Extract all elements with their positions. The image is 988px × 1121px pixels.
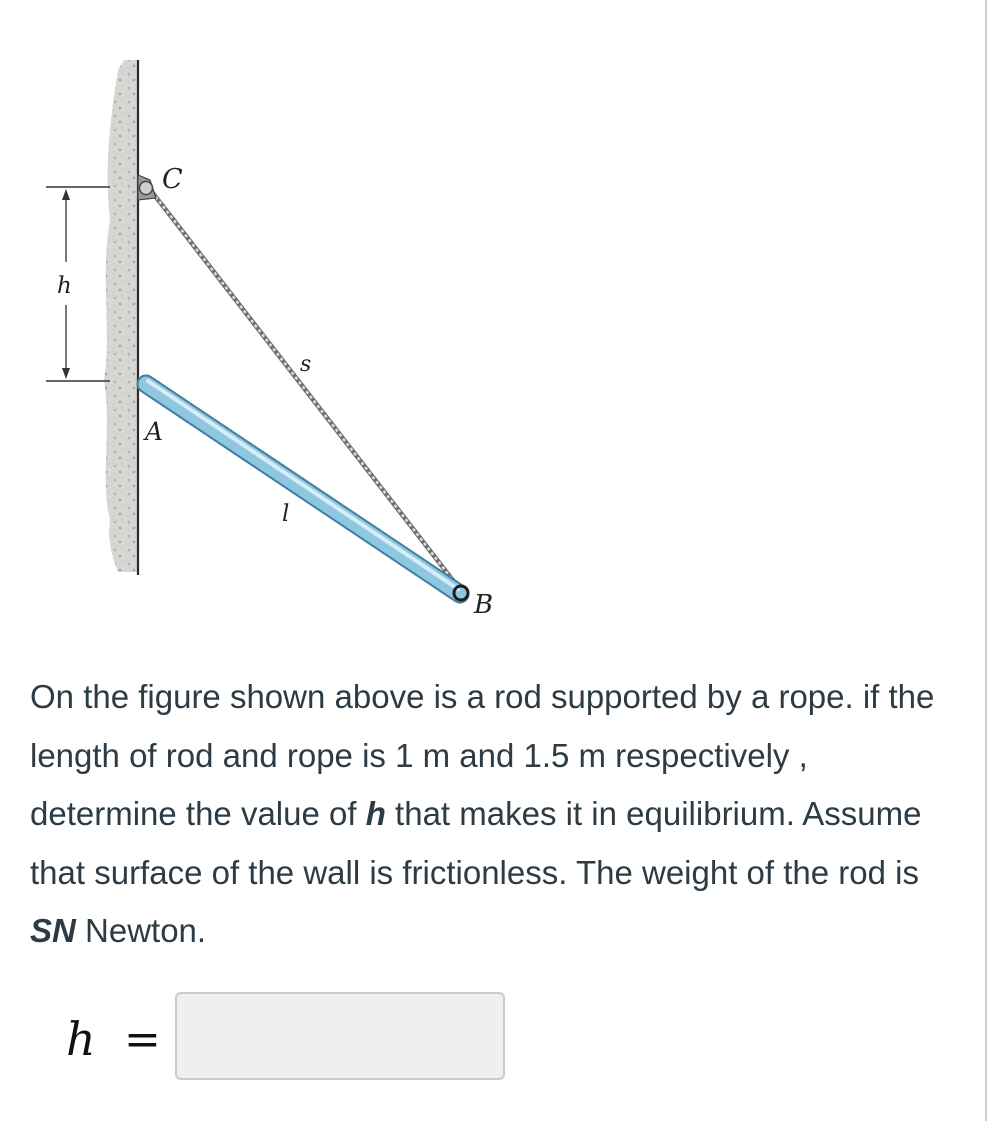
h-arrow-down-icon [62, 368, 70, 379]
answer-variable: h [66, 1012, 96, 1066]
label-l: l [282, 501, 290, 527]
question-bold-sn: SN [30, 912, 76, 949]
statics-figure [0, 0, 560, 640]
label-c: C [162, 164, 183, 195]
label-b: B [474, 590, 494, 620]
right-border [985, 0, 987, 1121]
label-s: s [300, 352, 312, 377]
answer-equals-sign: = [124, 1014, 161, 1065]
question-text-part-3: Newton. [75, 912, 207, 949]
rod-highlight [148, 381, 458, 589]
pulley-c-icon [140, 182, 153, 195]
question-bold-h: h [365, 795, 386, 832]
answer-row [0, 990, 988, 1085]
question-text [30, 668, 960, 961]
label-a: A [145, 417, 164, 446]
question-text-part-2: that makes it in equilibrium. Assume that surface of the wall is frictionless. The weight of the rod is [30, 795, 922, 891]
h-answer-input[interactable] [175, 992, 505, 1080]
rod-l [146, 384, 460, 594]
wall-surface [104, 60, 138, 572]
question-text-part-1: On the figure shown above is a rod supported by a rope. if the length of rod and rope is 1 m and 1.5 m respectively , determine the value of [30, 678, 935, 832]
label-h: h [57, 273, 72, 299]
h-arrow-up-icon [62, 189, 70, 200]
